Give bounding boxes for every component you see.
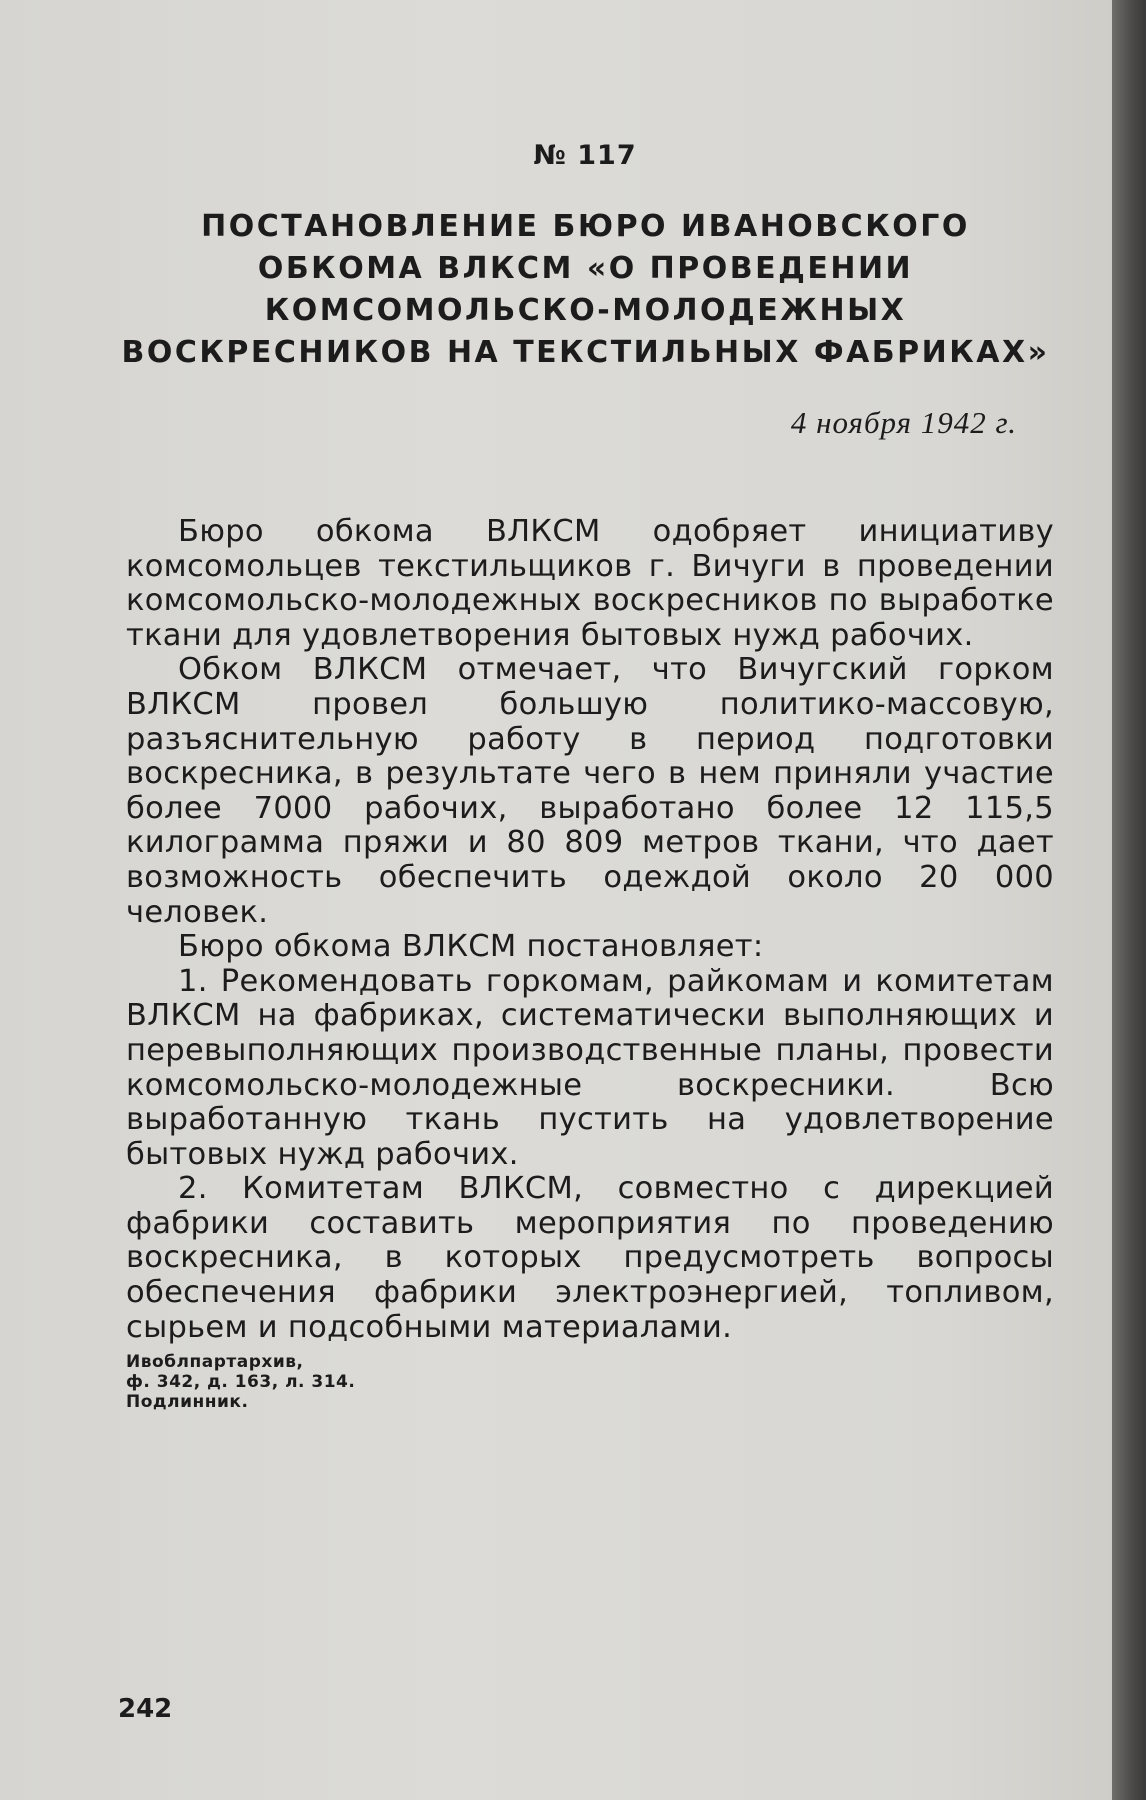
document-number: № 117: [533, 140, 637, 171]
title-line: ПОСТАНОВЛЕНИЕ БЮРО ИВАНОВСКОГО: [201, 209, 970, 244]
paragraph: Бюро обкома ВЛКСМ постановляет:: [178, 929, 764, 965]
document-title: [118, 206, 1053, 374]
paragraph: 2. Комитетам ВЛКСМ, совместно с дирекцией фабрики составить мероприятия по проведению воскресника, в которых предусмотреть вопросы обеспечения фабрики электроэнергией, топливом, сырьем и подсобными материалами.: [126, 1171, 1054, 1345]
title-line: ОБКОМА ВЛКСМ «О ПРОВЕДЕНИИ: [257, 251, 914, 286]
document-body: [126, 515, 1054, 1345]
archive-source: [126, 1352, 355, 1412]
source-line: Подлинник.: [126, 1392, 249, 1412]
title-line: КОМСОМОЛЬСКО-МОЛОДЕЖНЫХ: [264, 293, 907, 328]
source-line: ф. 342, д. 163, л. 314.: [126, 1372, 356, 1392]
paragraph: Бюро обкома ВЛКСМ одобряет инициативу комсомольцев текстильщиков г. Вичуги в проведении комсомольско-молодежных воскресников по выработке ткани для удовлетворения бытовых нужд рабочих.: [126, 514, 1054, 653]
title-line: ВОСКРЕСНИКОВ НА ТЕКСТИЛЬНЫХ ФАБРИКАХ»: [121, 335, 1050, 370]
book-spine-edge: [1112, 0, 1146, 1800]
document-date: 4 ноября 1942 г.: [790, 405, 1017, 440]
paragraph: Обком ВЛКСМ отмечает, что Вичугский горком ВЛКСМ провел большую политико-массовую, разъяснительную работу в период подготовки воскресника, в результате чего в нем приняли участие более 7000 рабочих, выработано более 12 115,5 килограмма пряжи и 80 809 метров ткани, что дает возможность обеспечить одеждой около 20 000 человек.: [126, 652, 1054, 930]
page-number: 242: [118, 1694, 173, 1724]
paragraph: 1. Рекомендовать горкомам, райкомам и комитетам ВЛКСМ на фабриках, систематически выполняющих и перевыполняющих производственные планы, провести комсомольско-молодежные воскресники. Всю выработанную ткань пустить на удовлетворение бытовых нужд рабочих.: [126, 963, 1054, 1172]
source-line: Ивоблпартархив,: [126, 1352, 304, 1372]
